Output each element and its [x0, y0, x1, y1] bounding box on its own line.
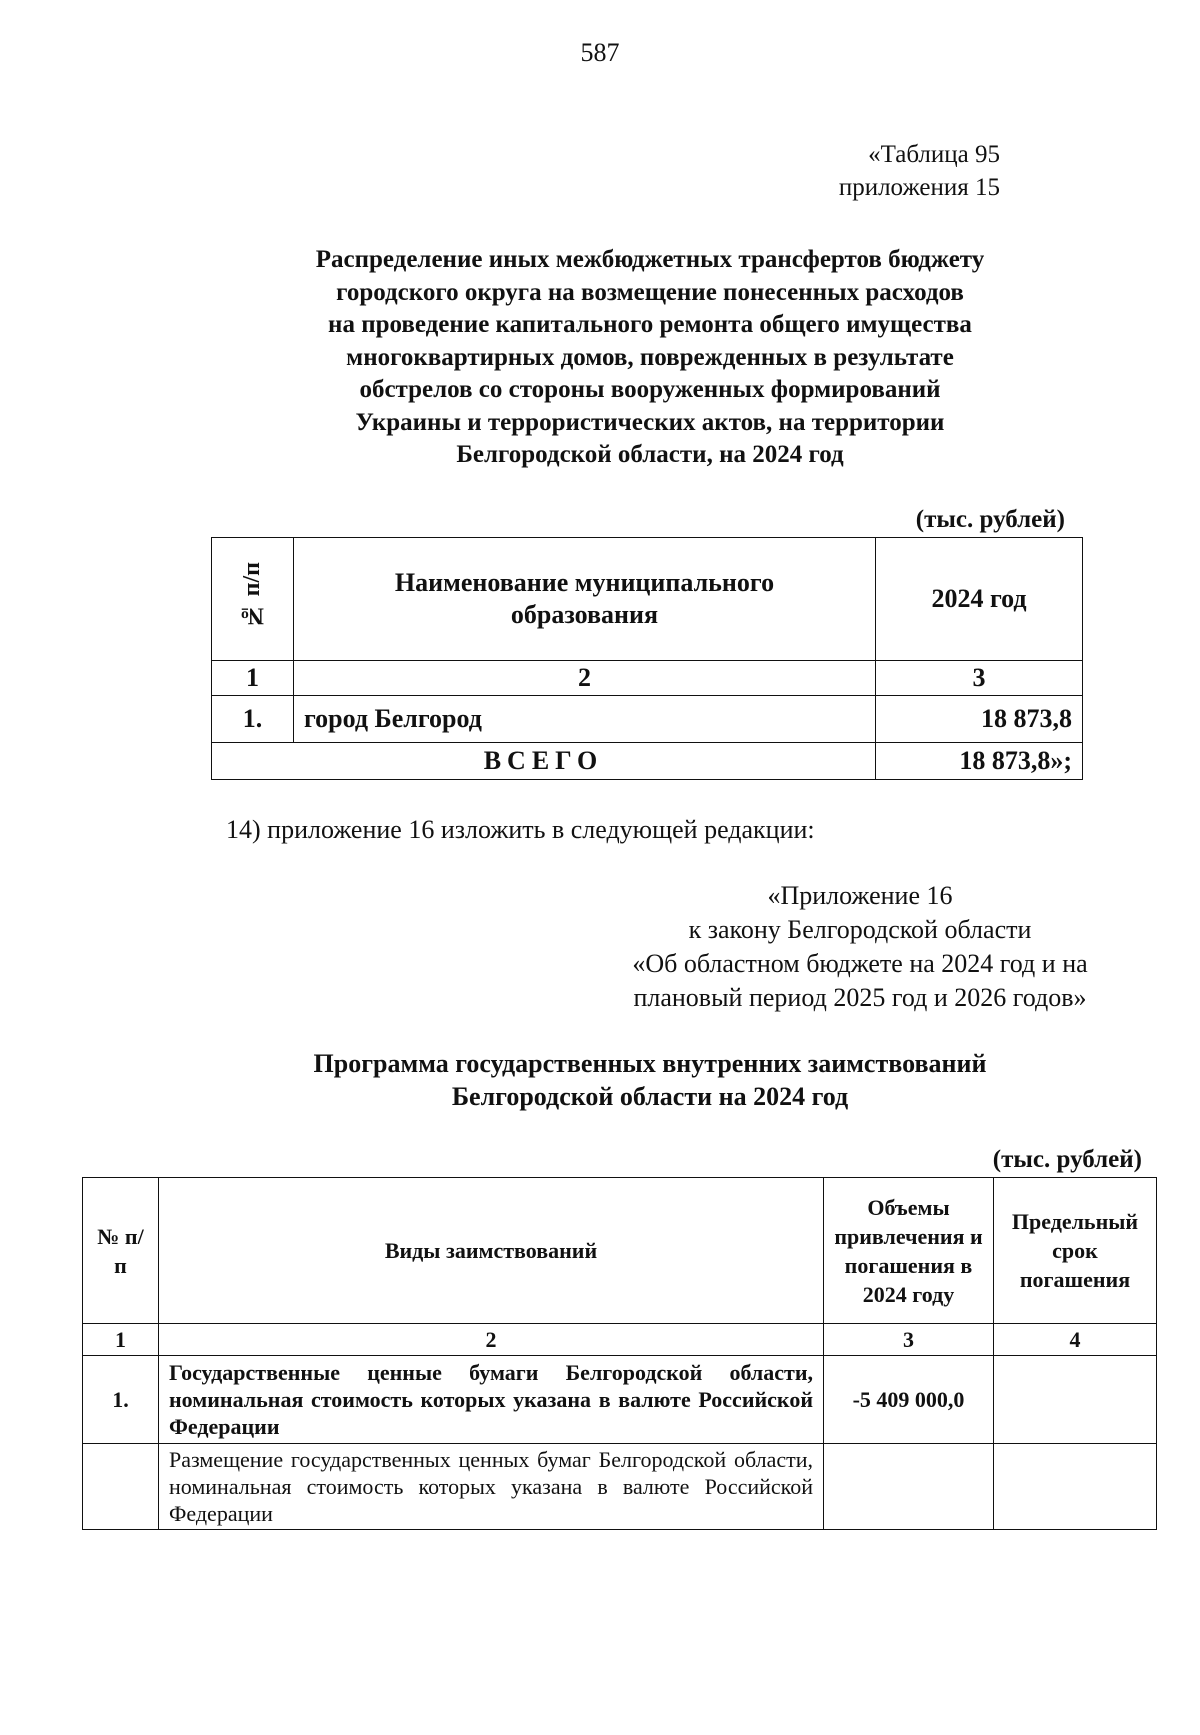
row-value: 18 873,8: [876, 696, 1083, 743]
header-kind: Виды заимствований: [159, 1178, 824, 1324]
header-num: № п/п: [212, 538, 294, 661]
column-numbers-row: [212, 661, 1083, 696]
title-line: на проведение капитального ремонта общего имущества: [328, 311, 972, 338]
appendix16-title: [180, 1047, 1120, 1113]
row-volume: [824, 1444, 994, 1530]
title-line: городского округа на возмещение понесенных расходов: [336, 278, 964, 306]
caption-line: «Приложение 16: [767, 881, 953, 910]
amendment-paragraph: 14) приложение 16 изложить в следующей редакции:: [226, 815, 815, 844]
row-num: 1.: [83, 1356, 159, 1444]
table-header-row: [83, 1178, 1157, 1324]
header-year: 2024 год: [876, 538, 1083, 661]
row-num: [83, 1444, 159, 1530]
title-line: Распределение иных межбюджетных трансфертов бюджету: [315, 246, 985, 273]
col-number: 1: [212, 661, 294, 696]
column-numbers-row: [83, 1324, 1157, 1356]
row-term: [994, 1356, 1157, 1444]
table95-units: (тыс. рублей): [915, 506, 1065, 533]
header-volume: Объемы привлечения и погашения в 2024 году: [824, 1178, 994, 1324]
table-caption-line-2: приложения 15: [838, 174, 1000, 201]
row-volume: -5 409 000,0: [824, 1356, 994, 1444]
title-line: обстрелов со стороны вооруженных формирований: [359, 376, 941, 403]
table95: [211, 537, 1083, 780]
title-line: Украины и террористических актов, на территории: [355, 408, 945, 436]
page-number: 587: [580, 38, 620, 67]
table-row: [83, 1356, 1157, 1444]
table-row: [83, 1444, 1157, 1530]
caption-line: к закону Белгородской области: [688, 915, 1032, 944]
table-caption-line-1: «Таблица 95: [868, 141, 1000, 168]
col-number: 3: [876, 661, 1083, 696]
caption-line: «Об областном бюджете на 2024 год и на: [632, 949, 1088, 978]
row-term: [994, 1444, 1157, 1530]
header-name: Наименование муниципального образования: [294, 538, 876, 661]
header-term: Предельный срок погашения: [994, 1178, 1157, 1324]
row-kind: Размещение государственных ценных бумаг Белгородской области, номинальная стоимость которых указана в валюте Российской Федерации: [159, 1444, 824, 1530]
appendix16-caption: [560, 879, 1160, 1015]
row-name: город Белгород: [294, 696, 876, 743]
total-value: 18 873,8»;: [876, 743, 1083, 780]
title-line: многоквартирных домов, поврежденных в результате: [346, 343, 954, 371]
col-number: 2: [294, 661, 876, 696]
total-label: ВСЕГО: [212, 743, 876, 780]
row-num: 1.: [212, 696, 294, 743]
title-line: Белгородской области на 2024 год: [451, 1082, 849, 1111]
col-number: 1: [83, 1324, 159, 1356]
borrowing-table: [82, 1177, 1157, 1530]
table-header-row: [212, 538, 1083, 661]
header-num: № п/п: [83, 1178, 159, 1324]
table-row: [212, 696, 1083, 743]
table95-title: [180, 244, 1120, 472]
row-kind: Государственные ценные бумаги Белгородской области, номинальная стоимость которых указана в валюте Российской Федерации: [159, 1356, 824, 1444]
col-number: 3: [824, 1324, 994, 1356]
title-line: Белгородской области, на 2024 год: [456, 441, 844, 468]
total-row: [212, 743, 1083, 780]
caption-line: плановый период 2025 год и 2026 годов»: [633, 983, 1087, 1012]
title-line: Программа государственных внутренних заимствований: [313, 1049, 987, 1078]
appendix16-units: (тыс. рублей): [992, 1146, 1142, 1173]
col-number: 4: [994, 1324, 1157, 1356]
col-number: 2: [159, 1324, 824, 1356]
